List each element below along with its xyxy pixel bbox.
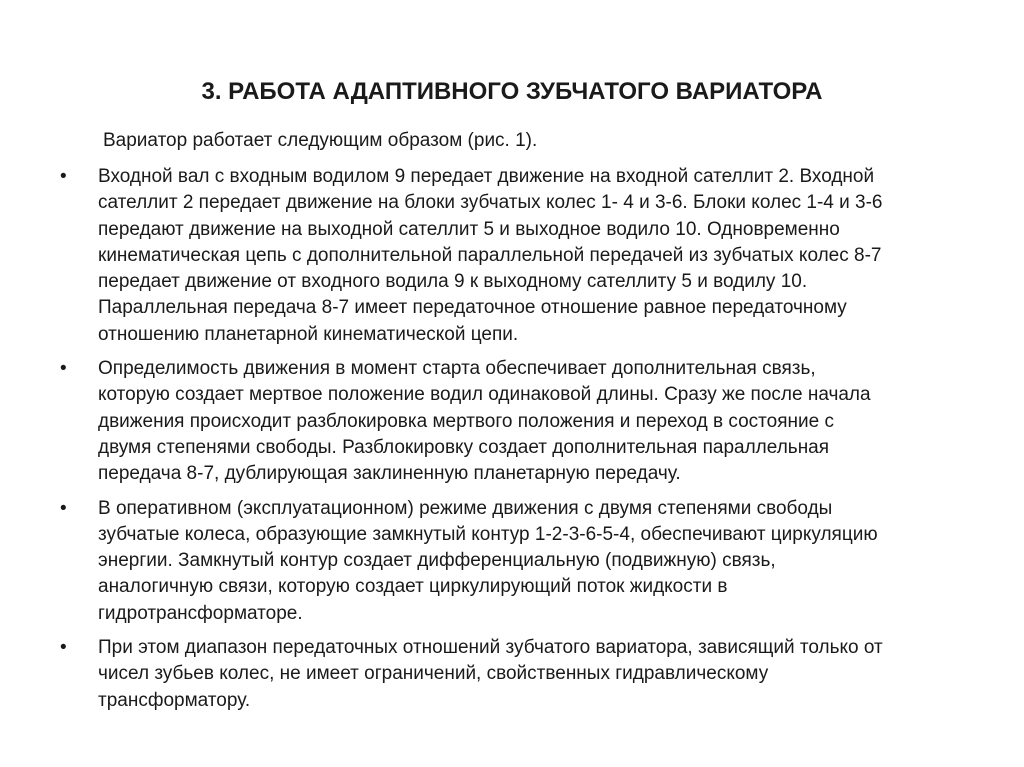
bullet-line: Входной вал с входным водилом 9 передает движение на входной сателлит 2. Входной bbox=[98, 166, 875, 187]
bullet-line: отношению планетарной кинематической цепи. bbox=[98, 323, 519, 345]
bullet-item bbox=[60, 496, 990, 627]
bullet-line: аналогичную связи, которую создает циркулирующий поток жидкости в bbox=[98, 576, 728, 598]
bullet-dot-icon: • bbox=[60, 637, 67, 659]
bullet-line: передача 8-7, дублирующая заклиненную планетарную передачу. bbox=[98, 463, 681, 485]
bullet-line: В оперативном (эксплуатационном) режиме движения с двумя степенями свободы bbox=[98, 497, 833, 519]
bullet-list bbox=[60, 164, 990, 722]
bullet-line: Параллельная передача 8-7 имеет передаточное отношение равное передаточному bbox=[98, 297, 847, 319]
bullet-dot-icon: • bbox=[60, 166, 67, 187]
bullet-item bbox=[60, 164, 990, 348]
bullet-line: сателлит 2 передает движение на блоки зубчатых колес 1- 4 и 3-6. Блоки колес 1-4 и 3-6 bbox=[98, 192, 883, 214]
slide-title: 3. РАБОТА АДАПТИВНОГО ЗУБЧАТОГО ВАРИАТОРА bbox=[201, 78, 823, 105]
bullet-line: энергии. Замкнутый контур создает дифференциальную (подвижную) связь, bbox=[98, 550, 776, 572]
bullet-line: Определимость движения в момент старта обеспечивает дополнительная связь, bbox=[98, 358, 816, 380]
bullet-item bbox=[60, 635, 990, 714]
bullet-dot-icon: • bbox=[60, 497, 67, 519]
bullet-item bbox=[60, 356, 990, 487]
bullet-line: зубчатые колеса, образующие замкнутый контур 1-2-3-6-5-4, обеспечивают циркуляцию bbox=[98, 523, 878, 545]
bullet-line: которую создает мертвое положение водил одинаковой длины. Сразу же после начала bbox=[98, 384, 871, 406]
bullet-line: гидротрансформаторе. bbox=[98, 602, 303, 624]
bullet-line: движения происходит разблокировка мертвого положения и переход в состояние с bbox=[98, 410, 834, 432]
bullet-line: кинематическая цепь с дополнительной параллельной передачей из зубчатых колес 8-7 bbox=[98, 244, 882, 266]
bullet-line: передает движение от входного водила 9 к выходному сателлиту 5 и водилу 10. bbox=[98, 271, 808, 293]
bullet-line: передают движение на выходной сателлит 5 и выходное водило 10. Одновременно bbox=[98, 218, 840, 240]
bullet-line: двумя степенями свободы. Разблокировку создает дополнительная параллельная bbox=[98, 436, 830, 458]
bullet-line: При этом диапазон передаточных отношений зубчатого вариатора, зависящий только от bbox=[98, 637, 883, 659]
bullet-line: трансформатору. bbox=[98, 689, 251, 711]
bullet-dot-icon: • bbox=[60, 358, 67, 380]
bullet-line: чисел зубьев колес, не имеет ограничений, свойственных гидравлическому bbox=[98, 663, 769, 685]
intro-text: Вариатор работает следующим образом (рис. 1). bbox=[103, 130, 538, 151]
